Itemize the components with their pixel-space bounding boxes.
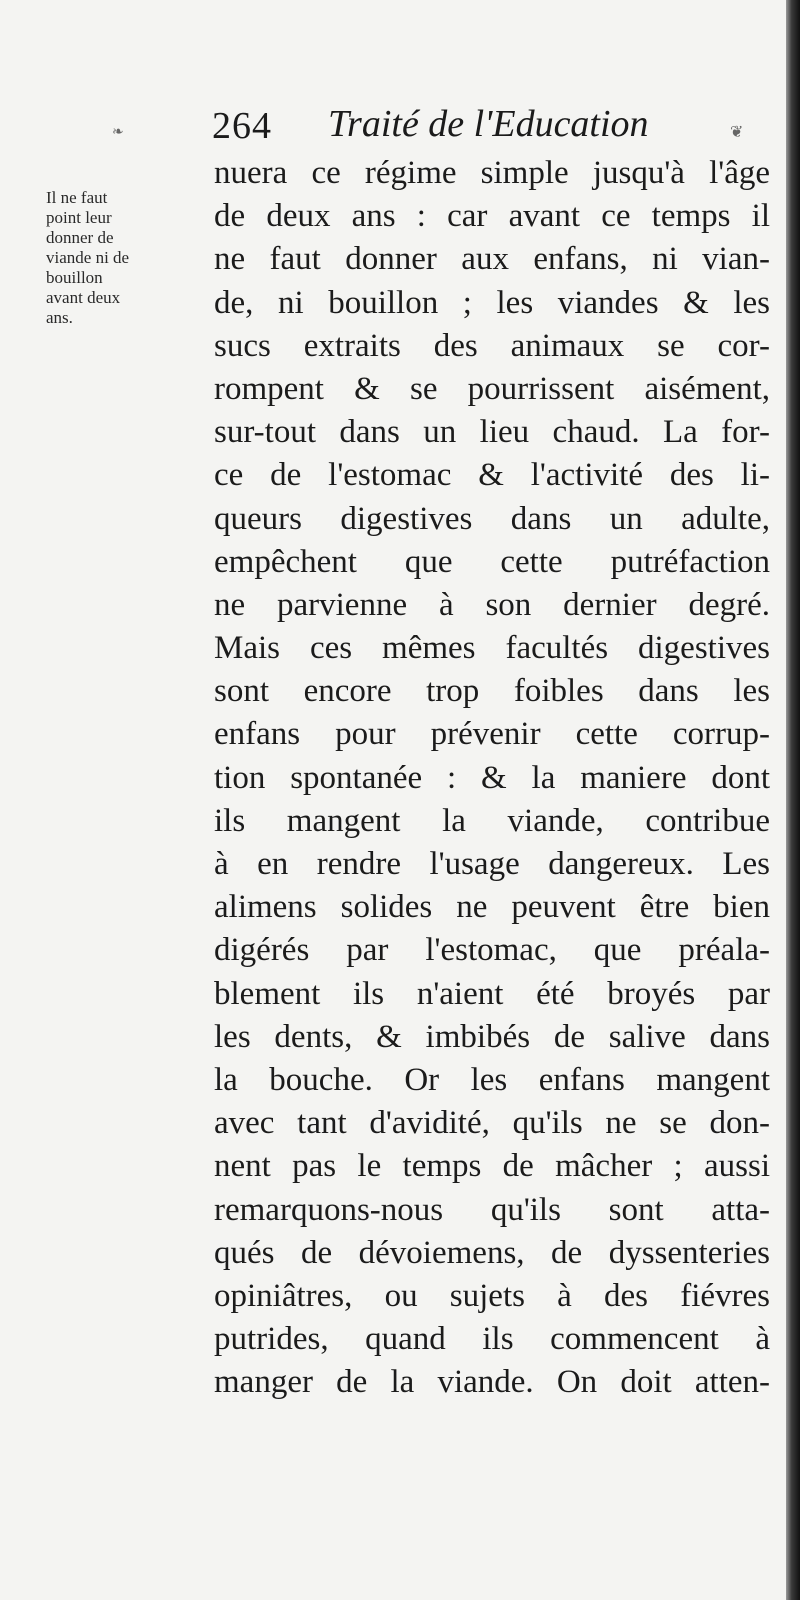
fleuron-icon: ❦ <box>730 122 744 141</box>
text-line: de, ni bouillon ; les viandes & les <box>214 284 770 321</box>
text-line: sur-tout dans un lieu chaud. La for- <box>214 414 770 451</box>
text-line: opiniâtres, ou sujets à des fiévres <box>214 1277 770 1314</box>
marginal-note-line: point leur <box>46 208 112 227</box>
book-spine-edge <box>786 0 800 1600</box>
text-line: rompent & se pourrissent aisément, <box>214 370 770 407</box>
text-line: ne faut donner aux enfans, ni vian- <box>214 241 770 278</box>
text-line: remarquons-nous qu'ils sont atta- <box>214 1191 770 1228</box>
body-text <box>214 152 770 1404</box>
text-line: manger de la viande. On doit atten- <box>214 1364 770 1401</box>
page-header <box>212 100 752 152</box>
text-line: ne parvienne à son dernier degré. <box>214 586 770 623</box>
text-line: ils mangent la viande, contribue <box>214 802 770 839</box>
text-line: qués de dévoiemens, de dyssenteries <box>214 1234 770 1271</box>
marginal-note-line: avant deux <box>46 288 121 307</box>
marginal-note <box>46 188 196 328</box>
text-line: sont encore trop foibles dans les <box>214 673 770 710</box>
marginal-note-line: viande ni de <box>46 248 130 267</box>
text-line: Mais ces mêmes facultés digestives <box>214 630 770 667</box>
text-line: nent pas le temps de mâcher ; aussi <box>214 1148 770 1185</box>
text-line: queurs digestives dans un adulte, <box>214 500 770 537</box>
page-number: 264 <box>212 105 272 147</box>
text-line: les dents, & imbibés de salive dans <box>214 1018 770 1055</box>
text-line: à en rendre l'usage dangereux. Les <box>214 846 770 882</box>
text-line: digérés par l'estomac, que préala- <box>214 932 770 969</box>
text-line: alimens solides ne peuvent être bien <box>214 889 770 926</box>
text-line: ce de l'estomac & l'activité des li- <box>214 457 770 494</box>
marginal-note-line: Il ne faut <box>46 188 108 207</box>
text-line: la bouche. Or les enfans mangent <box>214 1061 770 1098</box>
text-line: nuera ce régime simple jusqu'à l'âge <box>214 155 770 191</box>
text-line: avec tant d'avidité, qu'ils ne se don- <box>214 1105 770 1142</box>
text-line: de deux ans : car avant ce temps il <box>214 198 770 235</box>
marginal-note-line: ans. <box>46 308 73 327</box>
text-line: enfans pour prévenir cette corrup- <box>214 716 770 753</box>
fleuron-icon: ❧ <box>112 124 124 140</box>
text-line: sucs extraits des animaux se cor- <box>214 327 770 364</box>
text-line: blement ils n'aient été broyés par <box>214 975 770 1012</box>
marginal-note-line: donner de <box>46 228 114 247</box>
text-line: tion spontanée : & la maniere dont <box>214 759 770 796</box>
marginal-note-line: bouillon <box>46 268 103 287</box>
text-line: putrides, quand ils commencent à <box>214 1321 770 1358</box>
text-line: empêchent que cette putréfaction <box>214 543 770 580</box>
running-title: Traité de l'Education <box>328 103 649 145</box>
